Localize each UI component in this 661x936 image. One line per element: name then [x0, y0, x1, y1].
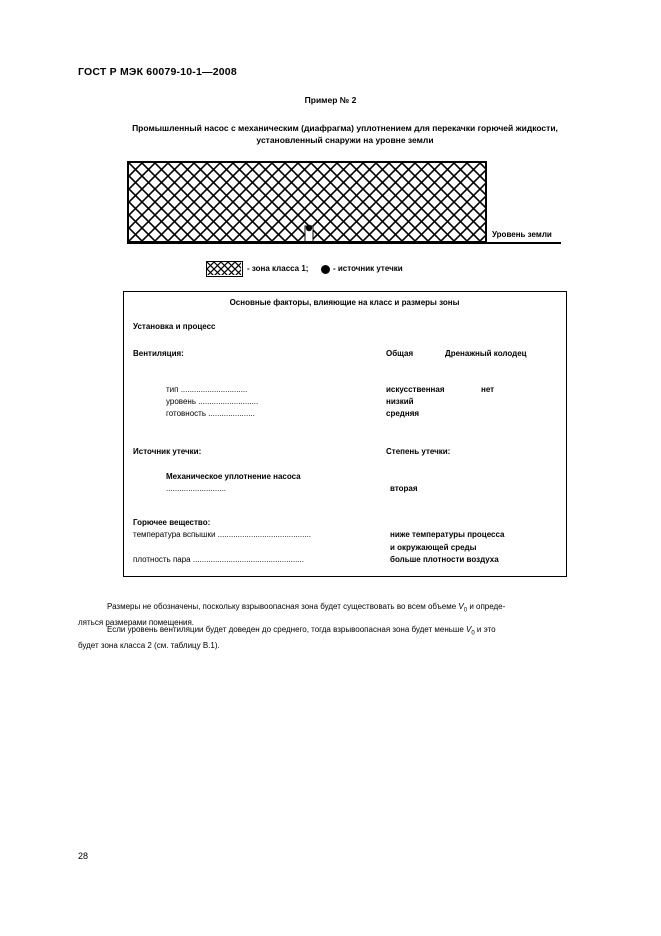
ground-level-label: Уровень земли [492, 230, 552, 239]
type-drain-value: нет [481, 385, 495, 394]
paragraph-1-text: Размеры не обозначены, поскольку взрывоопасная зона будет существовать во всем объеме [107, 602, 457, 611]
document-header: ГОСТ Р МЭК 60079-10-1—2008 [78, 66, 237, 78]
flash-point-value-2: и окружающей среды [390, 543, 477, 552]
release-grade-label: Степень утечки: [386, 447, 451, 456]
level-label: уровень ........................... [166, 397, 259, 406]
col-general: Общая [386, 349, 414, 358]
table-heading: Основные факторы, влияющие на класс и размеры зоны [229, 298, 460, 307]
col-drain: Дренажный колодец [445, 349, 527, 358]
install-process-label: Установка и процесс [133, 322, 216, 331]
type-label: тип .............................. [166, 385, 248, 394]
source-label: Источник утечки: [133, 447, 202, 456]
legend-zone-label: - зона класса 1; [247, 264, 309, 273]
availability-general-value: средняя [386, 409, 420, 418]
paragraph-1-end: и опреде- [469, 602, 506, 611]
page-number: 28 [78, 851, 89, 861]
vz-subscript-2: 0 [471, 630, 475, 637]
flash-point-value-1: ниже температуры процесса [390, 530, 505, 539]
hatch-pattern [129, 163, 485, 241]
flammable-label: Горючее вещество: [133, 518, 211, 527]
vapour-density-label: плотность пара .................................................. [133, 555, 304, 564]
paragraph-1-line-2: ляться размерами помещения. [78, 618, 195, 628]
paragraph-2-line-2: будет зона класса 2 (см. таблицу В.1). [78, 641, 220, 651]
flash-point-label: температура вспышки .......................................... [133, 530, 312, 539]
type-general-value: искусственная [386, 385, 445, 394]
caption-line-1: Промышленный насос с механическим (диафрагма) уплотнением для перекачки горючей жидкости, [132, 123, 558, 133]
ground-level-line [127, 242, 561, 244]
level-general-value: низкий [386, 397, 414, 406]
vz-symbol: V [458, 602, 464, 611]
hazard-zone-figure [127, 161, 487, 243]
vz-symbol-2: V [466, 625, 472, 634]
example-title: Пример № 2 [304, 95, 357, 105]
caption-line-2: установленный снаружи на уровне земли [256, 135, 434, 145]
paragraph-2-end: и это [476, 625, 496, 634]
leak-source-icon [306, 225, 312, 231]
leak-source-legend-icon [321, 265, 330, 274]
vz-subscript: 0 [463, 607, 468, 614]
paragraph-2-text: Если уровень вентиляции будет доведен до среднего, тогда взрывоопасная зона будет меньше [107, 625, 464, 634]
legend-source-label: - источник утечки [333, 264, 403, 273]
availability-label: готовность ..................... [166, 409, 255, 418]
zone-class-1-swatch [206, 261, 243, 277]
ventilation-label: Вентиляция: [133, 349, 184, 358]
legend-hatch-icon [207, 262, 241, 275]
figure-caption [60, 122, 630, 146]
factors-table [123, 291, 567, 577]
paragraph-2 [78, 624, 633, 652]
seal-dots: ........................... [166, 484, 227, 493]
vapour-density-value: больше плотности воздуха [390, 555, 499, 564]
seal-text: Механическое уплотнение насоса [166, 472, 301, 481]
release-grade-value: вторая [390, 484, 418, 493]
